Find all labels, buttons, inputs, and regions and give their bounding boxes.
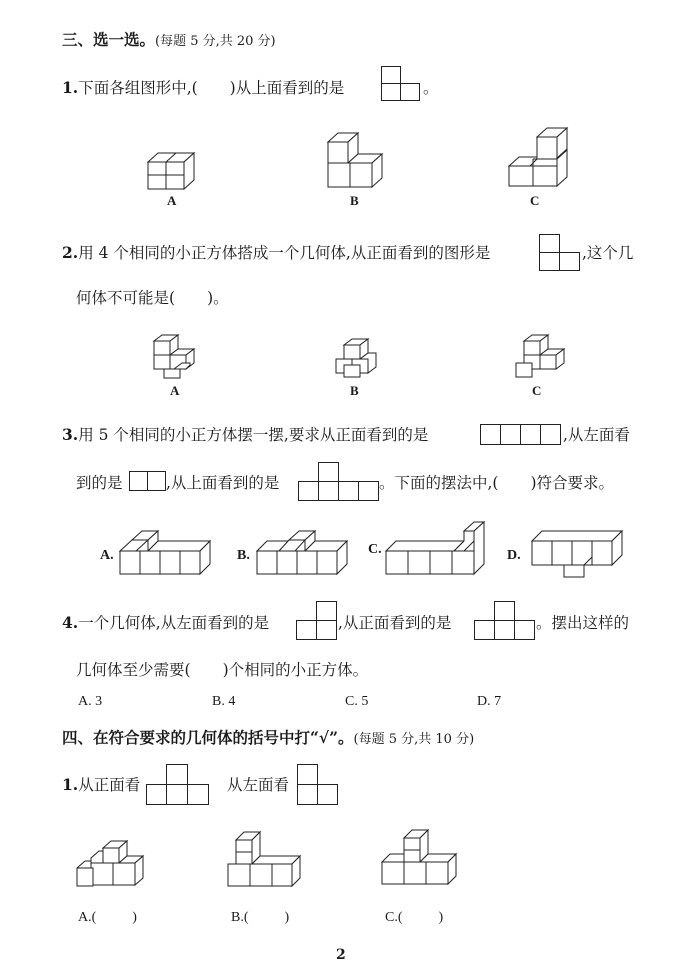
q2-text-after: ,这个几 bbox=[582, 244, 634, 262]
q2-front-view-figure bbox=[539, 234, 581, 272]
q3-top-view-figure bbox=[298, 462, 380, 502]
s4q1-number: 1. bbox=[62, 775, 79, 794]
q3-prompt-line1 bbox=[62, 425, 428, 445]
q3-option-d-label: D. bbox=[507, 548, 521, 563]
q1-top-view-figure bbox=[381, 66, 421, 102]
s4q1-answer-c-label: C.( bbox=[385, 910, 403, 925]
q2-option-a-figure bbox=[150, 333, 205, 381]
s4q1-answer-b-label: B.( bbox=[231, 910, 249, 925]
q2-line2-text: 何体不可能是( bbox=[76, 289, 176, 307]
q4-line2-text: 几何体至少需要( bbox=[76, 661, 191, 679]
s4q1-answer-a-label: A.( bbox=[78, 910, 97, 925]
q3-number: 3. bbox=[62, 425, 79, 444]
q3-text-after: ,从左面看 bbox=[563, 426, 630, 444]
q1-option-c-label: C bbox=[530, 193, 540, 208]
q4-prompt-line1 bbox=[62, 613, 269, 633]
section-3-score-note: (每题 5 分,共 20 分) bbox=[155, 34, 276, 49]
q3-option-c-figure bbox=[384, 527, 488, 577]
section-4-score-note: (每题 5 分,共 10 分) bbox=[353, 732, 475, 747]
q3-option-a-figure bbox=[118, 527, 214, 577]
q4-choice-c[interactable]: C. 5 bbox=[345, 694, 369, 709]
s4q1-front-prompt bbox=[62, 775, 140, 795]
s4q1-option-a-figure bbox=[75, 838, 155, 894]
q1-option-a-label: A bbox=[167, 193, 177, 208]
q2-option-c-figure bbox=[512, 333, 572, 381]
q2-option-c-label: C bbox=[532, 383, 542, 398]
s4q1-front-label: 从正面看 bbox=[78, 776, 141, 794]
q3-option-d-figure bbox=[528, 527, 628, 579]
q4-choice-d[interactable]: D. 7 bbox=[477, 694, 502, 709]
q2-option-b-figure bbox=[330, 333, 385, 381]
q2-line2-end: )。 bbox=[207, 289, 229, 307]
q1-option-b-figure bbox=[325, 130, 390, 195]
q2-text-before: 用 4 个相同的小正方体搭成一个几何体,从正面看到的图形是 bbox=[78, 244, 491, 262]
s4q1-left-label: 从左面看 bbox=[227, 776, 290, 794]
q3-option-c-label: C. bbox=[368, 542, 382, 557]
q2-prompt-line2 bbox=[76, 288, 229, 308]
q3-line2-a: 到的是 bbox=[76, 474, 123, 492]
s4q1-answer-c[interactable] bbox=[385, 910, 443, 926]
q1-option-c-figure bbox=[505, 125, 575, 195]
section-3-title: 三、选一选。 bbox=[62, 30, 156, 49]
section-4-heading bbox=[62, 728, 474, 750]
section-4-title: 四、在符合要求的几何体的括号中打“√”。 bbox=[62, 728, 354, 747]
q4-prompt-line2 bbox=[76, 660, 368, 680]
q3-left-view-figure bbox=[129, 471, 167, 492]
q1-option-a-figure bbox=[140, 150, 210, 195]
q3-line2-rest bbox=[379, 473, 614, 493]
q1-prompt bbox=[62, 78, 344, 98]
q2-option-a-label: A bbox=[170, 383, 180, 398]
q2-number: 2. bbox=[62, 243, 79, 262]
q2-option-b-label: B bbox=[350, 383, 359, 398]
s4q1-option-c-figure bbox=[378, 828, 462, 888]
q4-number: 4. bbox=[62, 613, 79, 632]
q4-line1-a: 一个几何体,从左面看到的是 bbox=[78, 614, 270, 632]
q1-text-before: 下面各组图形中,( bbox=[78, 79, 198, 97]
s4q1-front-view-figure bbox=[146, 764, 210, 806]
q4-line1-c: 。摆出这样的 bbox=[536, 614, 630, 632]
s4q1-answer-a-close: ) bbox=[132, 910, 137, 925]
q2-prompt-line1 bbox=[62, 243, 490, 263]
q1-text-after: )从上面看到的是 bbox=[229, 79, 345, 97]
s4q1-answer-b-close: ) bbox=[284, 910, 290, 925]
s4q1-left-view-figure bbox=[297, 764, 339, 806]
q4-line1-b: ,从正面看到的是 bbox=[338, 614, 452, 632]
q3-line2-b: ,从上面看到的是 bbox=[166, 474, 280, 492]
q1-number: 1. bbox=[62, 78, 79, 97]
q3-front-view-figure bbox=[480, 424, 562, 446]
s4q1-answer-c-close: ) bbox=[438, 910, 444, 925]
s4q1-answer-b[interactable] bbox=[231, 910, 289, 926]
q3-text-before: 用 5 个相同的小正方体摆一摆,要求从正面看到的是 bbox=[78, 426, 429, 444]
page-number: 2 bbox=[336, 947, 346, 963]
s4q1-answer-a[interactable] bbox=[78, 910, 137, 926]
q4-left-view-figure bbox=[296, 601, 338, 641]
q4-line2-end: )个相同的小正方体。 bbox=[222, 661, 369, 679]
q3-line2-c: 。下面的摆法中,( bbox=[379, 474, 499, 492]
q1-end-mark: 。 bbox=[423, 79, 439, 97]
q3-option-a-label: A. bbox=[100, 548, 114, 563]
q4-choice-a[interactable]: A. 3 bbox=[78, 694, 103, 709]
q4-choice-b[interactable]: B. 4 bbox=[212, 694, 236, 709]
q3-option-b-label: B. bbox=[237, 548, 250, 563]
q3-line2-d: )符合要求。 bbox=[530, 474, 615, 492]
q1-option-b-label: B bbox=[350, 193, 359, 208]
section-3-heading bbox=[62, 30, 276, 52]
s4q1-option-b-figure bbox=[224, 830, 306, 890]
q4-front-view-figure bbox=[474, 601, 536, 641]
q3-option-b-figure bbox=[255, 527, 351, 577]
